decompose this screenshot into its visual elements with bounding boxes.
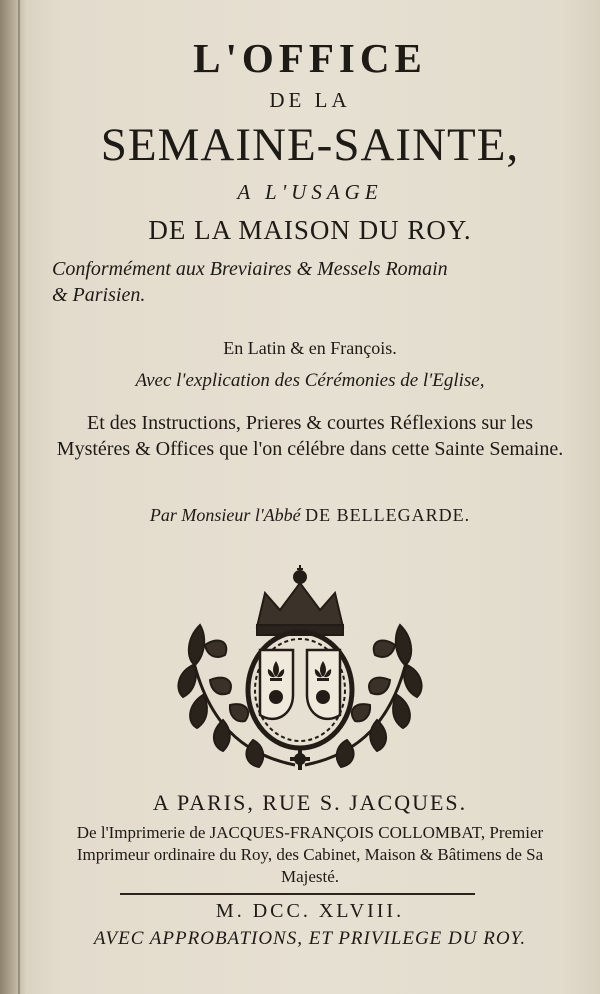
author-prefix: Par Monsieur l'Abbé: [149, 505, 301, 525]
imprint-printer: De l'Imprimerie de JACQUES-FRANÇOIS COLLOMBAT, Premier Imprimeur ordinaire du Roy, des Cabinet, Maison & Bâtimens de Sa Majesté.: [76, 823, 544, 886]
title-line-semaine-sainte: SEMAINE-SAINTE,: [100, 119, 520, 171]
subtitle-explication: Avec l'explication des Cérémonies de l'Eglise,: [135, 370, 485, 391]
subtitle-parisien: & Parisien.: [52, 284, 146, 306]
title-line-de-la: DE LA: [269, 88, 351, 112]
book-gutter: [0, 0, 26, 994]
subtitle-latin-francois: En Latin & en François.: [223, 338, 397, 358]
gutter-shadow: [18, 0, 20, 994]
title-line-maison-du-roy: DE LA MAISON DU ROY.: [148, 215, 472, 245]
subtitle-breviaires: Conformément aux Breviaires & Messels Romain: [52, 258, 448, 280]
imprint-year: M. DCC. XLVIII.: [215, 900, 405, 922]
imprint-city: A PARIS, RUE S. JACQUES.: [152, 790, 468, 815]
title-line-usage: A L'USAGE: [237, 180, 383, 204]
privilege-line: AVEC APPROBATIONS, ET PRIVILEGE DU ROY.: [93, 928, 527, 949]
imprint-rule: [120, 893, 475, 895]
author-name: DE BELLEGARDE.: [305, 505, 471, 525]
royal-coat-of-arms-icon: [175, 565, 425, 780]
author-line: [30, 505, 590, 526]
subtitle-instructions: Et des Instructions, Prieres & courtes Réflexions sur les Mystéres & Offices que l'on célébre dans cette Sainte Semaine.: [56, 412, 564, 460]
title-line-office: L'OFFICE: [193, 35, 427, 81]
